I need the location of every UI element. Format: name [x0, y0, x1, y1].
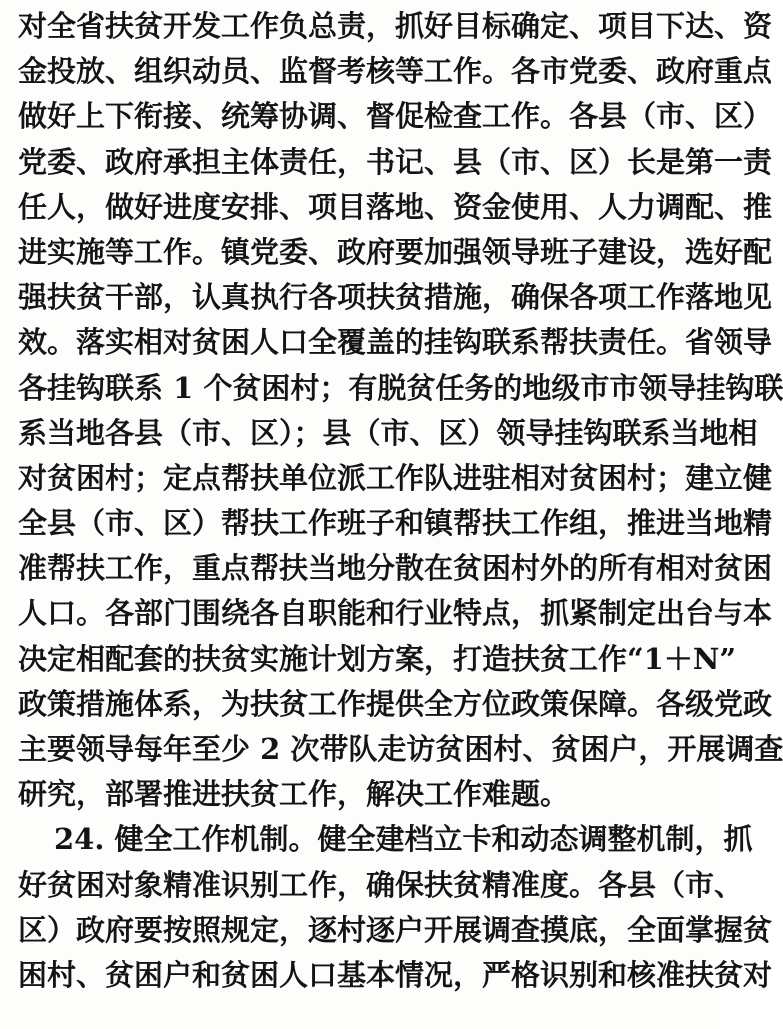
- text-line: 全县（市、区）帮扶工作班子和镇帮扶工作组，推进当地精: [18, 506, 773, 541]
- text-line: 主要领导每年至少 2 次带队走访贫困村、贫困户，开展调查: [18, 732, 783, 766]
- text-line: 效。落实相对贫困人口全覆盖的挂钩联系帮扶责任。省领导: [18, 325, 773, 360]
- text-line: 金投放、组织动员、监督考核等工作。各市党委、政府重点: [18, 54, 773, 89]
- text-line: 各挂钩联系 1 个贫困村；有脱贫任务的地级市市领导挂钩联: [18, 370, 783, 405]
- text-line: 做好上下衔接、统筹协调、督促检查工作。各县（市、区）: [18, 99, 773, 134]
- text-line: 区）政府要按照规定，逐村逐户开展调查摸底，全面掌握贫: [18, 912, 773, 947]
- section-heading-line: 24. 健全工作机制。健全建档立卡和动态调整机制，抓: [54, 822, 753, 857]
- text-line: 党委、政府承担主体责任，书记、县（市、区）长是第一责: [18, 144, 773, 179]
- text-line: 准帮扶工作，重点帮扶当地分散在贫困村外的所有相对贫困: [18, 551, 773, 586]
- text-line: 决定相配套的扶贫实施计划方案，打造扶贫工作“1＋N”: [18, 641, 737, 676]
- text-line: 人口。各部门围绕各自职能和行业特点，抓紧制定出台与本: [18, 596, 773, 631]
- text-line: 强扶贫干部，认真执行各项扶贫措施，确保各项工作落地见: [18, 280, 773, 315]
- text-line: 好贫困对象精准识别工作，确保扶贫精准度。各县（市、: [18, 867, 744, 902]
- text-line: 系当地各县（市、区）；县（市、区）领导挂钩联系当地相: [18, 415, 758, 450]
- body-text: [18, 4, 783, 998]
- text-line: 政策措施体系，为扶贫工作提供全方位政策保障。各级党政: [18, 686, 773, 721]
- text-line: 对全省扶贫开发工作负总责，抓好目标确定、项目下达、资: [18, 9, 773, 43]
- text-line: 对贫困村；定点帮扶单位派工作队进驻相对贫困村；建立健: [18, 460, 773, 495]
- paragraph-end-line: 研究，部署推进扶贫工作，解决工作难题。: [18, 777, 570, 812]
- text-line: 进实施等工作。镇党委、政府要加强领导班子建设，选好配: [18, 234, 773, 269]
- text-line: 任人，做好进度安排、项目落地、资金使用、人力调配、推: [18, 189, 773, 224]
- text-line: 困村、贫困户和贫困人口基本情况，严格识别和核准扶贫对: [18, 957, 773, 992]
